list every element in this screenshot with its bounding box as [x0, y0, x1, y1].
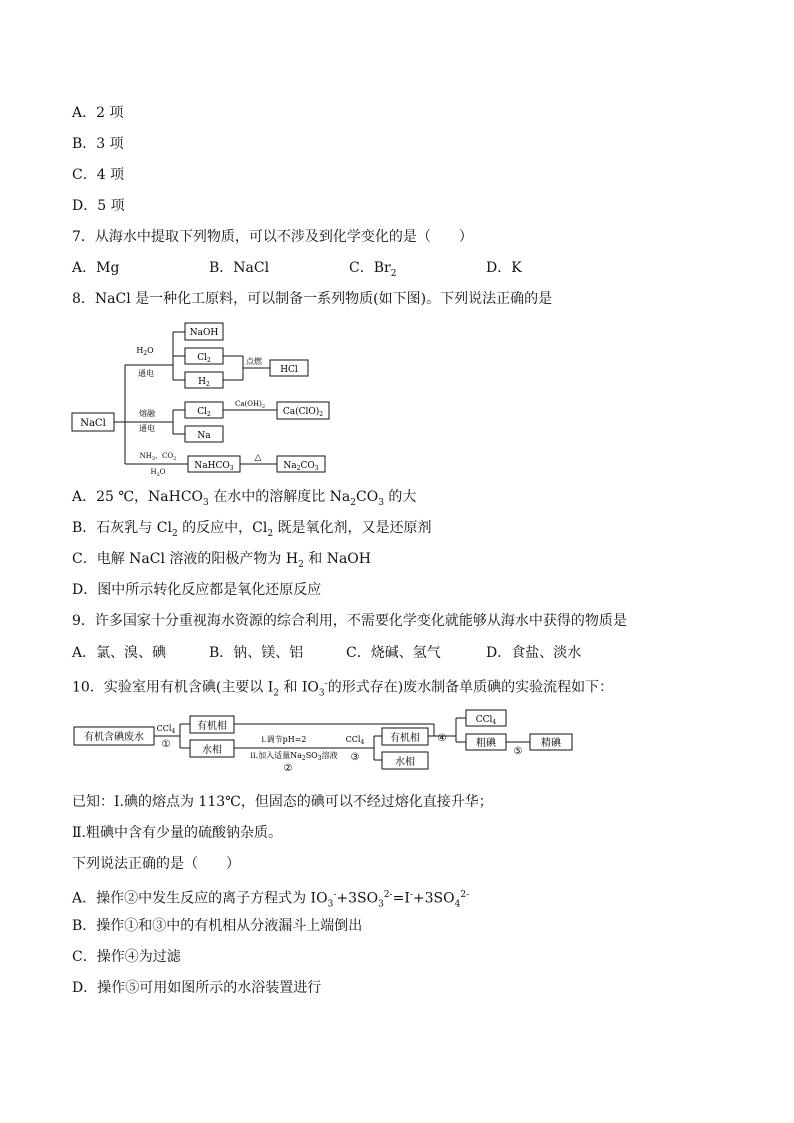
organic-phase-2: 有机相 — [390, 733, 420, 744]
q9-option-b: B．钠、镁、铝 — [209, 645, 304, 661]
h2o-label-2: $H_2O$ — [150, 468, 166, 478]
hcl-label: HCl — [280, 365, 298, 375]
q10-option-c: C．操作④为过滤 — [72, 949, 181, 965]
q9-option-c: C．烧碱、氢气 — [346, 645, 441, 661]
q7-option-d: D．K — [486, 260, 522, 276]
h2-label: $H_2$ — [198, 377, 210, 388]
aqueous-phase-2: 水相 — [395, 757, 415, 768]
nacl-diagram — [70, 318, 340, 478]
q9-option-d: D．食盐、淡水 — [486, 645, 582, 661]
q7-option-b: B．NaCl — [209, 260, 270, 276]
step4-label: ④ — [437, 733, 447, 744]
waste-water-label: 有机含碘废水 — [84, 732, 144, 743]
cl2-label: $Cl_2$ — [197, 353, 211, 364]
q10-known-2: Ⅱ.粗碘中含有少量的硫酸钠杂质。 — [72, 825, 282, 841]
h2o-label: $H_2O$ — [136, 346, 154, 357]
q8-option-b: B．石灰乳与 $Cl_2$ 的反应中，$Cl_2$ 既是氧化剂，又是还原剂 — [72, 520, 432, 539]
aqueous-phase-1: 水相 — [202, 745, 222, 756]
q7-option-a: A．Mg — [72, 260, 120, 276]
step2-label: ② — [283, 763, 293, 774]
q10-ask: 下列说法正确的是（ ） — [72, 856, 240, 872]
q8-option-c: C．电解 NaCl 溶液的阳极产物为 $H_2$ 和 NaOH — [72, 551, 371, 570]
molten-label: 熔融 — [139, 409, 155, 418]
heat-label: △ — [254, 453, 262, 463]
q9-stem: 9．许多国家十分重视海水资源的综合利用，不需要化学变化就能够从海水中获得的物质是 — [72, 613, 627, 629]
na2co3-label: $Na_2CO_3$ — [283, 461, 319, 472]
organic-phase-1: 有机相 — [197, 721, 227, 732]
q9-option-a: A．氯、溴、碘 — [72, 645, 167, 661]
q10-known-1: 已知：Ⅰ.碘的熔点为 113℃，但固态的碘可以不经过熔化直接升华； — [72, 794, 493, 810]
electrolysis-label: 通电 — [138, 369, 154, 378]
q7-option-c: C．$Br_2$ — [349, 260, 397, 279]
q10-option-a: A．操作②中发生反应的离子方程式为 $IO_3^-+3SO_3^{2-}=I^-+3SO_4^{2-}$ — [72, 890, 470, 910]
nahco3-label: NaHCO$_3$ — [194, 461, 234, 472]
step1-label: ① — [161, 739, 171, 750]
q6-option-d: D．5 项 — [72, 198, 125, 214]
ca-clo2-label: $Ca(ClO)_2$ — [282, 407, 324, 418]
naoh-label: NaOH — [189, 328, 219, 338]
q8-stem: 8．NaCl 是一种化工原料，可以制备一系列物质(如下图)。下列说法正确的是 — [72, 291, 553, 307]
q8-option-d: D．图中所示转化反应都是氧化还原反应 — [72, 582, 322, 598]
iodine-flow-diagram — [72, 704, 592, 776]
q7-options — [72, 259, 522, 283]
condition-i: i.调节pH=2 — [261, 735, 307, 744]
ignite-label: 点燃 — [246, 357, 262, 366]
ccl4-label-2: CCl$_4$ — [345, 735, 365, 746]
step3-label: ③ — [350, 752, 360, 763]
q7-stem: 7．从海水中提取下列物质，可以不涉及到化学变化的是（ ） — [72, 229, 473, 245]
pure-iodine: 精碘 — [541, 738, 561, 749]
q6-option-b: B．3 项 — [72, 136, 124, 152]
q9-options — [72, 644, 581, 662]
crude-iodine: 粗碘 — [476, 738, 496, 749]
ccl4-output: CCl$_4$ — [475, 715, 497, 726]
cl2-label-2: $Cl_2$ — [197, 407, 211, 418]
electrolysis-label-2: 通电 — [139, 424, 155, 433]
q10-option-b: B．操作①和③中的有机相从分液漏斗上端倒出 — [72, 918, 363, 934]
caoh2-label: $Ca(OH)_2$ — [234, 400, 266, 410]
q10-stem: 10．实验室用有机含碘(主要以 $I_2$ 和 $IO_3^-$的形式存在)废水制备单质碘的实验流程如下： — [72, 679, 614, 699]
ccl4-label-1: CCl$_4$ — [156, 724, 176, 735]
na-label: Na — [197, 431, 211, 441]
q6-option-a: A．2 项 — [72, 105, 124, 121]
q6-option-c: C．4 项 — [72, 167, 125, 183]
nacl-label: NaCl — [80, 418, 106, 429]
condition-ii: ii.加入适量$Na_2SO_3$溶液 — [250, 751, 338, 762]
step5-label: ⑤ — [513, 746, 523, 757]
nh3-co2-label: $NH_3$、$CO_2$ — [139, 452, 177, 462]
q10-option-d: D．操作⑤可用如图所示的水浴装置进行 — [72, 980, 322, 996]
q8-option-a: A．25 ℃，NaHCO$_3$ 在水中的溶解度比 $Na_2CO_3$ 的大 — [72, 489, 417, 508]
